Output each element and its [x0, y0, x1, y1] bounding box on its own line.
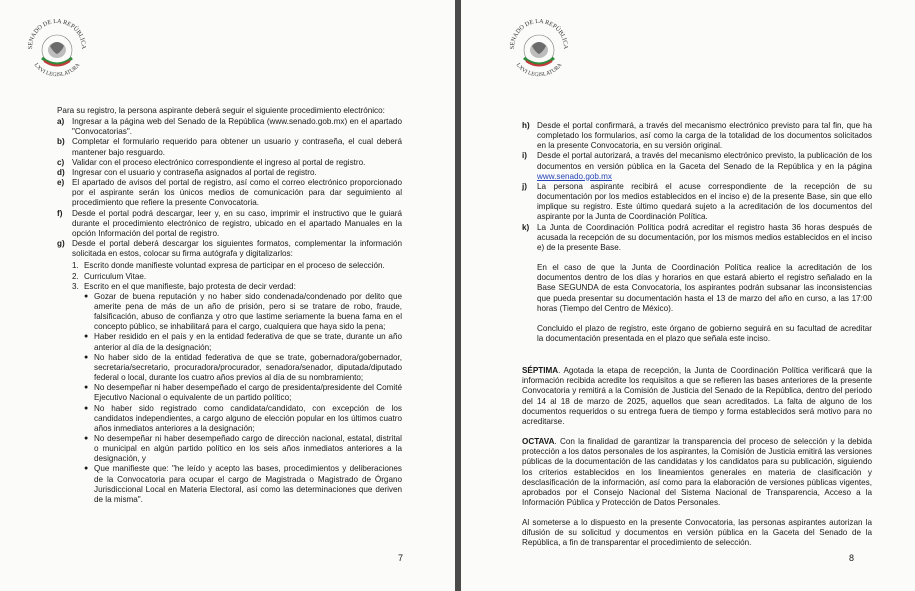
senado-seal-logo [24, 2, 90, 98]
octava-paragraph: OCTAVA. Con la finalidad de garantizar la transparencia del proceso de selección y la debida protección a los datos personales de los aspirantes, la Comisión de Justicia emitirá las versiones públicas de la documentación de las candidatas y los candidatos para su publicación, siguiendo los criterios establecidos en los lineamientos generales en materia de clasificación y desclasificación de la información, así como para la elaboración de versiones públicas vigentes, aprobados por el Consejo Nacional del Sistema Nacional de Transparencia, Acceso a la Información Pública y Protección de Datos Personales. [522, 437, 872, 507]
svg-text:LXVI LEGISLATURA: LXVI LEGISLATURA [514, 62, 564, 79]
page-8-body [522, 121, 872, 549]
svg-text:SENADO DE LA REPÚBLICA: SENADO DE LA REPÚBLICA [26, 17, 88, 50]
intro-paragraph: Para su registro, la persona aspirante deberá seguir el siguiente procedimiento electrónico: [57, 106, 385, 115]
bullet-icon: ● [84, 465, 89, 473]
list-item: j) La persona aspirante recibirá el acuse correspondiente de la recepción de su documentación por los medios establecidos en el inciso e) de la presente Base, sin que ello implique su registro. Este último quedará sujeto a la acreditación de los documentos del aspirante por la Junta de Coordinación Política. [522, 181, 872, 222]
list-item: f) Desde el portal podrá descargar, leer y, en su caso, imprimir el instructivo que le guiará durante el procedimiento electrónico de registro, ubicado en el apartado Manuales en la opción Información del portal de registro. [57, 208, 402, 238]
list-item: g) Desde el portal deberá descargar los siguientes formatos, complementar la información solicitada en estos, colocar su firma autógrafa y digitalizarlos: [57, 239, 402, 259]
page-7-body [57, 106, 402, 505]
concluded-paragraph: Concluido el plazo de registro, este órgano de gobierno seguirá en su facultad de acreditar la documentación presentada en el plazo que señala este inciso. [537, 323, 872, 343]
list-item: e) El apartado de avisos del portal de registro, así como el correo electrónico proporcionado por el aspirante serán los únicos medios de comunicación para dar seguimiento al procedimiento que refiere la presente Convocatoria. [57, 178, 402, 208]
senado-seal-logo [506, 2, 572, 98]
bullet-icon: ● [84, 292, 89, 300]
bullet-item: ● No haber sido de la entidad federativa de que se trate, gobernadora/gobernador, secretaria/secretario, procuradora/procurador, senadora/senador, diputada/diputado federal o local, durante los cuatro años previos al día de su nombramiento; [84, 352, 402, 383]
closing-paragraph: Al someterse a lo dispuesto en la presente Convocatoria, las personas aspirantes autorizan la difusión de su solicitud y documentos en versión pública en la Gaceta del Senado de la República, a fin de transparentar el procedimiento de selección. [522, 518, 872, 548]
bullet-item: ● Gozar de buena reputación y no haber sido condenada/condenado por delito que amerite pena de más de un año de prisión, pero si se tratare de robo, fraude, falsificación, abuso de confianza y otro que lastime seriamente la buena fama en el concepto público, se inhabilitará para el cargo, cualquiera que haya sido la pena; [84, 291, 402, 332]
svg-text:SENADO DE LA REPÚBLICA: SENADO DE LA REPÚBLICA [508, 17, 570, 50]
senado-website-link[interactable]: www.senado.gob.mx [537, 171, 612, 181]
svg-text:LXVI LEGISLATURA: LXVI LEGISLATURA [32, 62, 82, 79]
list-item: d) Ingresar con el usuario y contraseña asignados al portal de registro. [57, 167, 317, 177]
bullet-item: ● Que manifieste que: "he leído y acepto las bases, procedimientos y deliberaciones de la Convocatoria para ocupar el cargo de Magistrada o Magistrado de Órgano Jurisdiccional Local en Materia Electoral, así como las determinaciones que deriven de la misma". [84, 464, 402, 504]
page-8 [461, 0, 915, 591]
list-item: c) Validar con el proceso electrónico correspondiente el ingreso al portal de registro. [57, 157, 366, 167]
septima-paragraph: SÉPTIMA. Agotada la etapa de recepción, la Junta de Coordinación Política verificará que la información recibida acredite los requisitos a que se refieren las bases anteriores de la presente Convocatoria y remitirá a la Comisión de Justicia del Senado de la República, dentro del periodo del 14 al 18 de marzo de 2025, aquellos que sean acreditados. La falta de alguno de los documentos requeridos o su entrega fuera de tiempo y forma establecidos será motivo para no acreditarse. [522, 366, 872, 426]
declaration-bullets [72, 292, 402, 505]
bullet-icon: ● [84, 333, 89, 341]
format-item: 3. Escrito en el que manifieste, bajo protesta de decir verdad: [72, 281, 296, 291]
list-item: b) Completar el formulario requerido para obtener un usuario y contraseña, el cual deberá mantener bajo resguardo. [57, 137, 402, 157]
list-item: i) Desde el portal autorizará, a través del mecanismo electrónico previsto, la publicación de los documentos en versión pública en la Gaceta del Senado de la República y en la página www.senado.gob.mx [522, 151, 872, 181]
page-number: 8 [849, 553, 855, 563]
format-item: 1. Escrito donde manifieste voluntad expresa de participar en el proceso de selección. [72, 261, 385, 271]
case-paragraph: En el caso de que la Junta de Coordinación Política realice la acreditación de los documentos dentro de los días y horarios en que estará abierto el registro señalado en la Base SEGUNDA de esta Convocatoria, los aspirantes podrán subsanar las inconsistencias que pueda presentar su documentación hasta el 13 de marzo del año en curso, a las 17:00 horas (Tiempo del Centro de México). [537, 263, 872, 313]
bullet-icon: ● [84, 384, 89, 392]
formats-list [57, 261, 402, 505]
list-item: h) Desde el portal confirmará, a través del mecanismo electrónico previsto para tal fin, que ha completado los formularios, así como la carga de la totalidad de los documentos solicitados en la presente Convocatoria, en su versión original. [522, 121, 872, 151]
bullet-item: ● No haber sido registrado como candidata/candidato, con excepción de los candidatos independientes, a cargo alguno de elección popular en los últimos cuatro años inmediatos anteriores a la designación; [84, 403, 402, 433]
bullet-icon: ● [84, 435, 89, 442]
bullet-icon: ● [84, 404, 89, 412]
bullet-item: ● No desempeñar ni haber desempeñado el cargo de presidenta/presidente del Comité Ejecutivo Nacional o equivalente de un partido político; [84, 383, 402, 403]
septima-heading: SÉPTIMA [522, 366, 559, 376]
bullet-item: ● No desempeñar ni haber desempeñado cargo de dirección nacional, estatal, distrital o municipal en algún partido político en los seis años inmediatos anteriores a la designación, y [84, 434, 402, 464]
bullet-icon: ● [84, 353, 89, 361]
list-item: a) Ingresar a la página web del Senado de la República (www.senado.gob.mx) en el apartado "Convocatorias". [57, 117, 402, 137]
list-item: k) La Junta de Coordinación Política podrá acreditar el registro hasta 36 horas después de acusada la recepción de su documentación, por los mismos medios establecidos en el inciso e) de la presente Base. [522, 222, 872, 252]
page-number: 7 [398, 553, 404, 563]
format-item: 2. Curriculum Vitae. [72, 271, 147, 281]
bullet-item: ● Haber residido en el país y en la entidad federativa de que se trate, durante un año anterior al día de la designación; [84, 332, 402, 352]
octava-heading: OCTAVA [522, 437, 555, 447]
page-7 [0, 0, 455, 591]
